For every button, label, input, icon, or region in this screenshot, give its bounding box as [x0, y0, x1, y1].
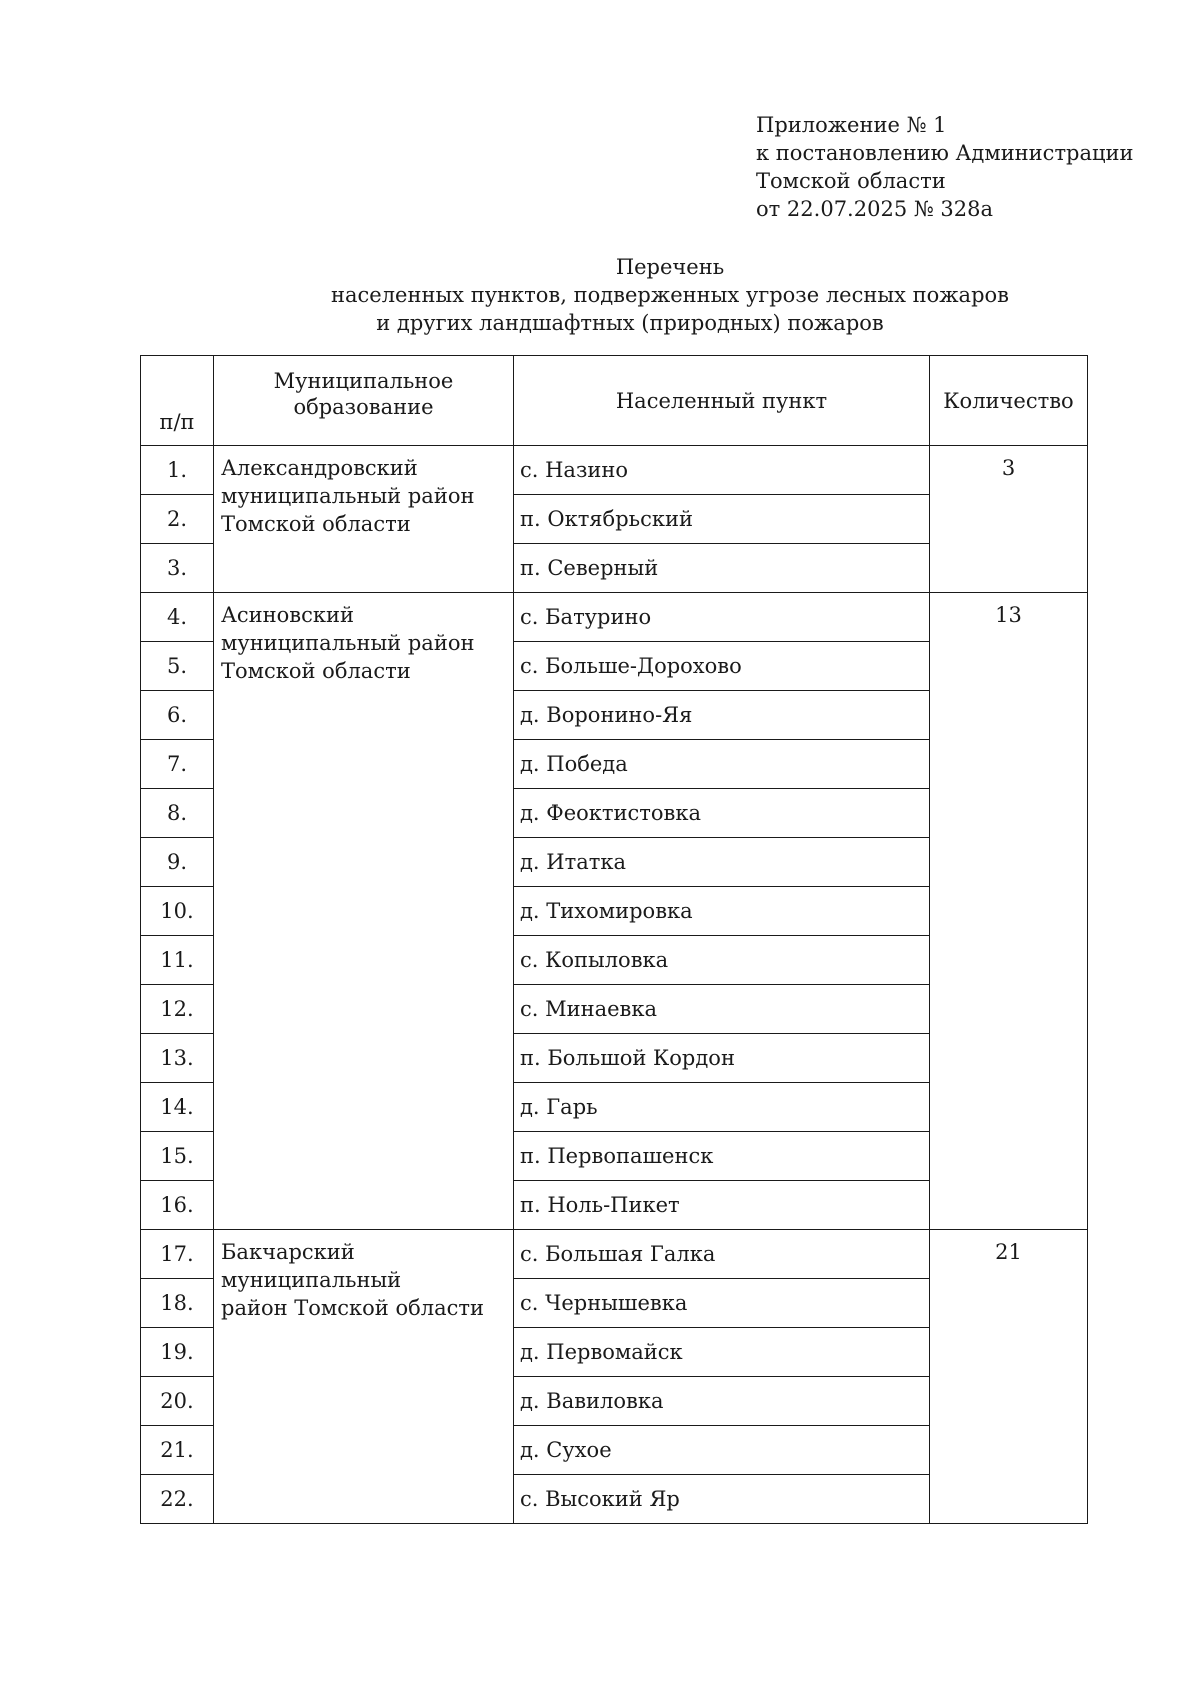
- row-number: 16.: [141, 1181, 214, 1230]
- row-number: 8.: [141, 789, 214, 838]
- annex-line: Приложение № 1: [756, 113, 947, 137]
- settlement-cell: п. Большой Кордон: [514, 1034, 930, 1083]
- settlement-cell: с. Больше-Дорохово: [514, 642, 930, 691]
- settlements-table: [140, 355, 1088, 1524]
- header-number: п/п: [141, 356, 214, 446]
- settlement-cell: с. Батурино: [514, 593, 930, 642]
- row-number: 3.: [141, 544, 214, 593]
- municipality-line: район Томской области: [221, 1296, 484, 1320]
- header-municipality: Муниципальное образование: [214, 356, 514, 446]
- municipality-line: Бакчарский: [221, 1240, 355, 1264]
- settlement-cell: с. Высокий Яр: [514, 1475, 930, 1524]
- settlement-cell: д. Вавиловка: [514, 1377, 930, 1426]
- settlement-cell: д. Победа: [514, 740, 930, 789]
- row-number: 10.: [141, 887, 214, 936]
- settlement-cell: д. Воронино-Яя: [514, 691, 930, 740]
- row-number: 4.: [141, 593, 214, 642]
- annex-block: [756, 111, 1134, 223]
- municipality-line: муниципальный район: [221, 484, 475, 508]
- municipality-cell: [214, 446, 514, 593]
- count-cell: 21: [930, 1230, 1088, 1524]
- settlement-cell: д. Феоктистовка: [514, 789, 930, 838]
- annex-line: к постановлению Администрации: [756, 141, 1134, 165]
- settlement-cell: д. Итатка: [514, 838, 930, 887]
- row-number: 6.: [141, 691, 214, 740]
- annex-line: от 22.07.2025 № 328а: [756, 197, 993, 221]
- municipality-cell: [214, 593, 514, 1230]
- table-row: [141, 593, 1088, 642]
- settlement-cell: с. Большая Галка: [514, 1230, 930, 1279]
- row-number: 15.: [141, 1132, 214, 1181]
- row-number: 1.: [141, 446, 214, 495]
- count-cell: 3: [930, 446, 1088, 593]
- count-cell: 13: [930, 593, 1088, 1230]
- settlement-cell: с. Назино: [514, 446, 930, 495]
- row-number: 12.: [141, 985, 214, 1034]
- header-count: Количество: [930, 356, 1088, 446]
- municipality-line: муниципальный район: [221, 631, 475, 655]
- settlement-cell: п. Октябрьский: [514, 495, 930, 544]
- title-line: и других ландшафтных (природных) пожаров: [376, 311, 884, 335]
- row-number: 11.: [141, 936, 214, 985]
- municipality-line: Томской области: [221, 659, 411, 683]
- settlement-cell: с. Чернышевка: [514, 1279, 930, 1328]
- row-number: 5.: [141, 642, 214, 691]
- title-line: населенных пунктов, подверженных угрозе лесных пожаров: [331, 283, 1009, 307]
- municipality-line: Томской области: [221, 512, 411, 536]
- row-number: 9.: [141, 838, 214, 887]
- settlement-cell: п. Первопашенск: [514, 1132, 930, 1181]
- row-number: 19.: [141, 1328, 214, 1377]
- settlement-cell: с. Копыловка: [514, 936, 930, 985]
- municipality-cell: [214, 1230, 514, 1524]
- row-number: 20.: [141, 1377, 214, 1426]
- row-number: 13.: [141, 1034, 214, 1083]
- settlement-cell: д. Сухое: [514, 1426, 930, 1475]
- settlement-cell: п. Северный: [514, 544, 930, 593]
- header-settlement: Населенный пункт: [514, 356, 930, 446]
- table-row: [141, 1230, 1088, 1279]
- row-number: 18.: [141, 1279, 214, 1328]
- row-number: 21.: [141, 1426, 214, 1475]
- row-number: 2.: [141, 495, 214, 544]
- row-number: 7.: [141, 740, 214, 789]
- settlement-cell: д. Первомайск: [514, 1328, 930, 1377]
- row-number: 14.: [141, 1083, 214, 1132]
- settlement-cell: с. Минаевка: [514, 985, 930, 1034]
- row-number: 22.: [141, 1475, 214, 1524]
- settlement-cell: д. Тихомировка: [514, 887, 930, 936]
- municipality-line: Александровский: [221, 456, 418, 480]
- document-title: [300, 253, 1040, 337]
- row-number: 17.: [141, 1230, 214, 1279]
- settlement-cell: д. Гарь: [514, 1083, 930, 1132]
- title-line: Перечень: [615, 255, 725, 279]
- table-row: [141, 446, 1088, 495]
- settlement-cell: п. Ноль-Пикет: [514, 1181, 930, 1230]
- header-row: [141, 356, 1088, 446]
- municipality-line: муниципальный: [221, 1268, 402, 1292]
- annex-line: Томской области: [756, 169, 946, 193]
- table-body: [141, 446, 1088, 1524]
- municipality-line: Асиновский: [221, 603, 355, 627]
- table-header: [141, 356, 1088, 446]
